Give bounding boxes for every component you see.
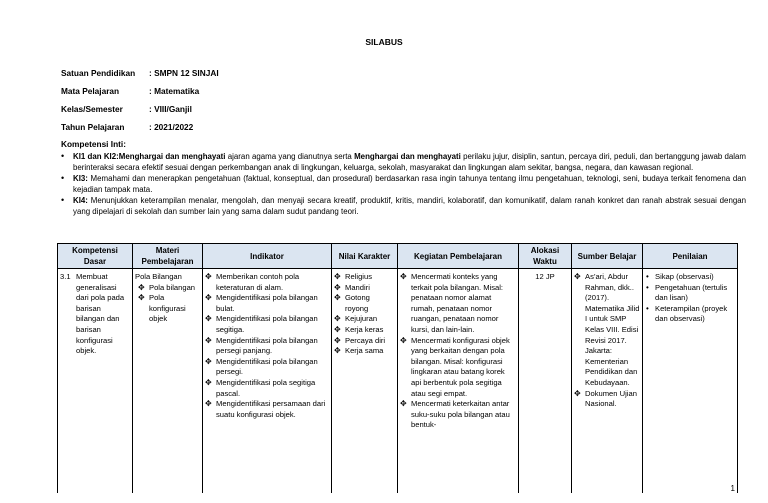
cell-materi: Pola Bilangan ✥ Pola bilangan ✥ Pola konfigurasi objek bbox=[133, 269, 203, 494]
list-item: ✥ Dokumen Ujian Nasional. bbox=[574, 388, 637, 409]
list-item: ✥ Mengidentifikasi pola bilangan persegi. bbox=[205, 356, 318, 377]
sumber-list bbox=[574, 272, 640, 410]
list-item: • Pengetahuan (tertulis dan lisan) bbox=[646, 282, 728, 303]
arrow-bullet-icon: ✥ bbox=[334, 282, 341, 292]
table-row bbox=[58, 269, 738, 494]
materi-list bbox=[135, 283, 200, 325]
list-item: ✥ Pola bilangan bbox=[138, 282, 196, 292]
document-meta bbox=[61, 68, 219, 140]
arrow-bullet-icon: ✥ bbox=[205, 356, 212, 366]
header-alokasi: Alokasi Waktu bbox=[519, 244, 572, 269]
list-item: ✥ Memberikan contoh pola keteraturan di alam. bbox=[205, 272, 300, 292]
karakter-list bbox=[334, 272, 395, 357]
meta-row: Kelas/Semester : VIII/Ganjil bbox=[61, 104, 192, 114]
list-item: ✥ Mencermati konfigurasi objek yang berkaitan dengan pola bilangan. Misal: konfigurasi lingkaran atau batang korek api berbentuk pola segitiga atau segi empat. bbox=[400, 335, 510, 398]
indikator-list bbox=[205, 272, 329, 420]
arrow-bullet-icon: ✥ bbox=[138, 282, 145, 292]
arrow-bullet-icon: ✥ bbox=[574, 388, 581, 398]
header-karakter: Nilai Karakter bbox=[332, 244, 398, 269]
arrow-bullet-icon: ✥ bbox=[205, 335, 212, 345]
arrow-bullet-icon: ✥ bbox=[334, 335, 341, 345]
arrow-bullet-icon: ✥ bbox=[205, 377, 212, 387]
header-kegiatan: Kegiatan Pembelajaran bbox=[398, 244, 519, 269]
arrow-bullet-icon: ✥ bbox=[334, 346, 341, 356]
list-item: • Sikap (observasi) bbox=[646, 272, 714, 281]
cell-alokasi: 12 JP bbox=[519, 269, 572, 494]
page-number: 1 bbox=[730, 484, 735, 493]
bullet-icon: • bbox=[646, 272, 649, 281]
bullet-icon: • bbox=[646, 282, 649, 292]
list-item: ✥ As’ari, Abdur Rahman, dkk.. (2017). Matematika Jilid I untuk SMP Kelas VIII. Edisi Revisi 2017. Jakarta: Kementerian Pendidikan dan Kebudayaan. bbox=[574, 272, 640, 387]
list-item: ✥ Kerja keras bbox=[334, 324, 384, 334]
arrow-bullet-icon: ✥ bbox=[574, 272, 581, 281]
cell-sumber bbox=[572, 269, 643, 494]
arrow-bullet-icon: ✥ bbox=[205, 314, 212, 324]
list-item: ✥ Mengidentifikasi pola bilangan persegi panjang. bbox=[205, 335, 318, 356]
list-item: • Keterampilan (proyek dan observasi) bbox=[646, 303, 728, 324]
arrow-bullet-icon: ✥ bbox=[205, 293, 212, 303]
arrow-bullet-icon: ✥ bbox=[138, 293, 145, 303]
list-item: ✥ Mengidentifikasi pola bilangan segitiga. bbox=[205, 314, 318, 334]
bullet-icon: • bbox=[61, 195, 65, 205]
list-item: ✥ Mandiri bbox=[334, 282, 370, 292]
arrow-bullet-icon: ✥ bbox=[205, 399, 212, 409]
cell-kegiatan bbox=[398, 269, 519, 494]
arrow-bullet-icon: ✥ bbox=[400, 272, 407, 281]
list-item: ✥ Mengidentifikasi pola segitiga pascal. bbox=[205, 377, 316, 398]
bullet-icon: • bbox=[61, 173, 65, 183]
meta-row: Mata Pelajaran : Matematika bbox=[61, 86, 200, 96]
meta-row: Satuan Pendidikan : SMPN 12 SINJAI bbox=[61, 68, 219, 78]
ki-item: • KI4: Menunjukkan keterampilan menalar, mengolah, dan menyaji secara kreatif, produktif, kritis, mandiri, kolaboratif, dan komunikatif, dalam ranah konkret dan ranah abstrak sesuai dengan yang dipelajari di sekolah dan sumber lain yang sama dalam sudut pandang teori. bbox=[61, 195, 746, 216]
page-title: SILABUS bbox=[365, 37, 403, 47]
header-penilaian: Penilaian bbox=[643, 244, 738, 269]
list-item: ✥ Pola konfigurasi objek bbox=[138, 293, 186, 324]
list-item: ✥ Mengidentifikasi persamaan dari suatu konfigurasi objek. bbox=[205, 399, 326, 419]
bullet-icon: • bbox=[646, 303, 649, 313]
arrow-bullet-icon: ✥ bbox=[334, 324, 341, 334]
list-item: ✥ Mencermati konteks yang terkait pola bilangan. Misal: penataan nomor alamat rumah, penataan nomor ruangan, penataan nomor kursi, dan lain-lain. bbox=[400, 272, 504, 334]
list-item: ✥ Gotong royong bbox=[334, 293, 370, 313]
ki-item: • KI1 dan KI2:Menghargai dan menghayati ajaran agama yang dianutnya serta Menghargai dan menghayati perilaku jujur, disiplin, santun, percaya diri, peduli, dan bertanggung jawab dalam berinteraksi secara efektif sesuai dengan perkembangan anak di lingkungan, keluarga, sekolah, masyarakat dan lingkungan alam sekitar, bangsa, negara, dan kawasan regional. bbox=[61, 151, 747, 172]
bullet-icon: • bbox=[61, 151, 65, 161]
kegiatan-list bbox=[400, 272, 516, 431]
syllabus-table bbox=[57, 243, 738, 493]
arrow-bullet-icon: ✥ bbox=[400, 335, 407, 345]
penilaian-list bbox=[645, 272, 735, 325]
list-item: ✥ Mengidentifikasi pola bilangan bulat. bbox=[205, 293, 318, 313]
ki-heading: Kompetensi Inti: bbox=[61, 139, 126, 149]
cell-indikator bbox=[203, 269, 332, 494]
ki-list bbox=[61, 151, 746, 217]
meta-row: Tahun Pelajaran : 2021/2022 bbox=[61, 122, 194, 132]
cell-kd: 3.1 Membuat generalisasi dari pola pada barisan bilangan dan barisan konfigurasi objek. bbox=[58, 269, 133, 494]
arrow-bullet-icon: ✥ bbox=[334, 314, 341, 324]
ki-item: • KI3: Memahami dan menerapkan pengetahuan (faktual, konseptual, dan prosedural) berdasarkan rasa ingin tahunya tentang ilmu pengetahuan, teknologi, seni, budaya terkait fenomena dan kejadian tampak mata. bbox=[61, 173, 746, 194]
arrow-bullet-icon: ✥ bbox=[334, 272, 341, 281]
cell-penilaian bbox=[643, 269, 738, 494]
list-item: ✥ Mencermati keterkaitan antar suku-suku pola bilangan atau bentuk- bbox=[400, 399, 510, 430]
header-kd: Kompetensi Dasar bbox=[58, 244, 133, 269]
arrow-bullet-icon: ✥ bbox=[205, 272, 212, 281]
list-item: ✥ Kejujuran bbox=[334, 314, 378, 324]
list-item: ✥ Religius bbox=[334, 272, 373, 281]
header-materi: Materi Pembelajaran bbox=[133, 244, 203, 269]
header-sumber: Sumber Belajar bbox=[572, 244, 643, 269]
cell-karakter bbox=[332, 269, 398, 494]
list-item: ✥ Percaya diri bbox=[334, 335, 386, 345]
arrow-bullet-icon: ✥ bbox=[400, 399, 407, 409]
header-indikator: Indikator bbox=[203, 244, 332, 269]
list-item: ✥ Kerja sama bbox=[334, 346, 384, 356]
arrow-bullet-icon: ✥ bbox=[334, 293, 341, 303]
